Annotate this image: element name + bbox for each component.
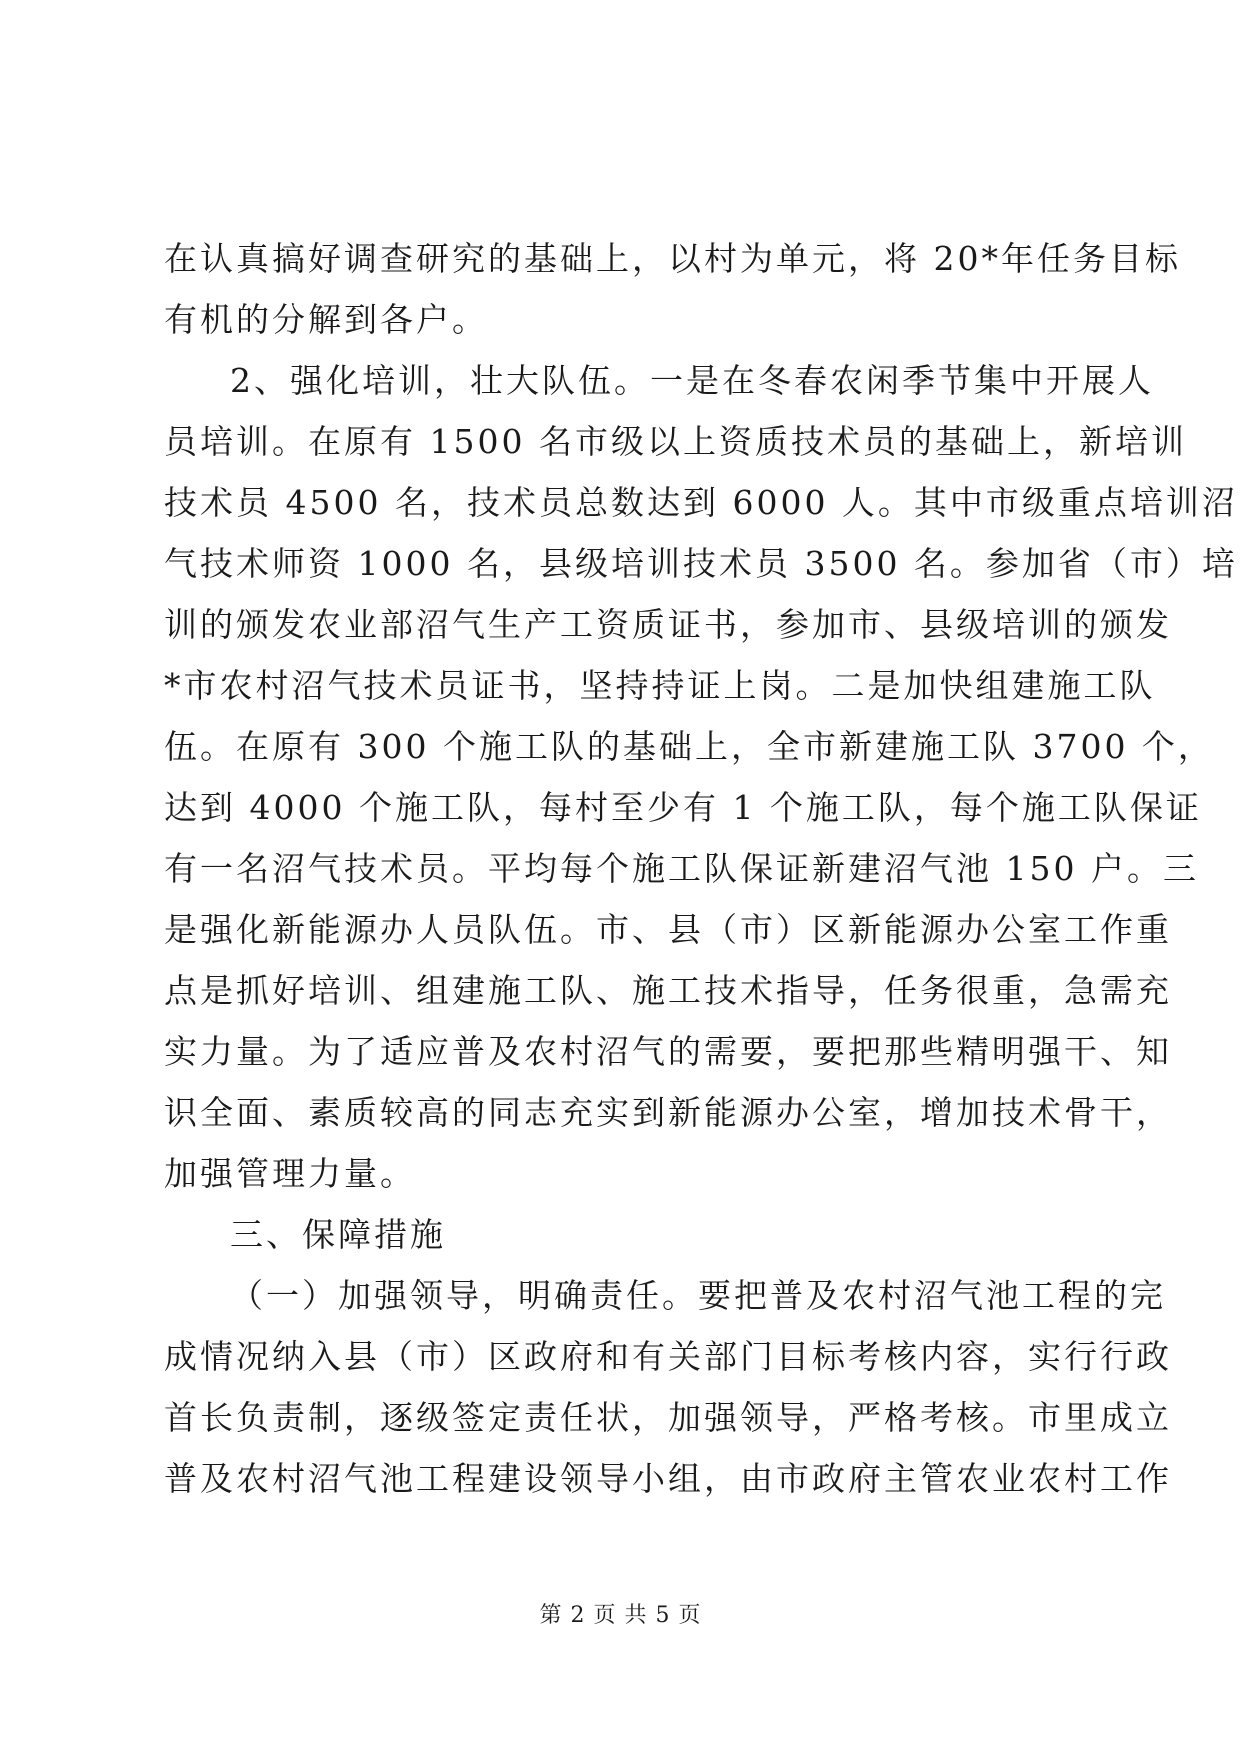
page-footer: 第 2 页 共 5 页 (539, 1603, 702, 1628)
text-line: 伍。在原有 300 个施工队的基础上，全市新建施工队 3700 个， (164, 727, 1214, 766)
text-line: 首长负责制，逐级签定责任状，加强领导，严格考核。市里成立 (164, 1398, 1172, 1437)
text-line: 实力量。为了适应普及农村沼气的需要，要把那些精明强干、知 (164, 1032, 1172, 1071)
text-line: 员培训。在原有 1500 名市级以上资质技术员的基础上，新培训 (164, 422, 1187, 461)
section-heading: 三、保障措施 (230, 1215, 446, 1254)
text-line: 普及农村沼气池工程建设领导小组，由市政府主管农业农村工作 (164, 1459, 1172, 1498)
text-line: *市农村沼气技术员证书，坚持持证上岗。二是加快组建施工队 (164, 666, 1156, 705)
text-line: 技术员 4500 名，技术员总数达到 6000 人。其中市级重点培训沼 (164, 483, 1238, 522)
text-line: 成情况纳入县（市）区政府和有关部门目标考核内容，实行行政 (164, 1337, 1172, 1376)
text-line: 是强化新能源办人员队伍。市、县（市）区新能源办公室工作重 (164, 910, 1172, 949)
document-body (164, 228, 1238, 1509)
text-line: 识全面、素质较高的同志充实到新能源办公室，增加技术骨干， (164, 1093, 1172, 1132)
text-line: 在认真搞好调查研究的基础上，以村为单元，将 20*年任务目标 (164, 239, 1181, 278)
text-line: 训的颁发农业部沼气生产工资质证书，参加市、县级培训的颁发 (164, 605, 1172, 644)
text-line: （一）加强领导，明确责任。要把普及农村沼气池工程的完 (230, 1276, 1166, 1315)
text-line: 点是抓好培训、组建施工队、施工技术指导，任务很重，急需充 (164, 971, 1172, 1010)
text-line: 有一名沼气技术员。平均每个施工队保证新建沼气池 150 户。三 (164, 849, 1199, 888)
text-line: 加强管理力量。 (164, 1154, 416, 1193)
text-line: 2、强化培训，壮大队伍。一是在冬春农闲季节集中开展人 (230, 361, 1154, 400)
text-line: 气技术师资 1000 名，县级培训技术员 3500 名。参加省（市）培 (164, 544, 1238, 583)
text-line: 达到 4000 个施工队，每村至少有 1 个施工队，每个施工队保证 (164, 788, 1202, 827)
text-line: 有机的分解到各户。 (164, 300, 488, 339)
